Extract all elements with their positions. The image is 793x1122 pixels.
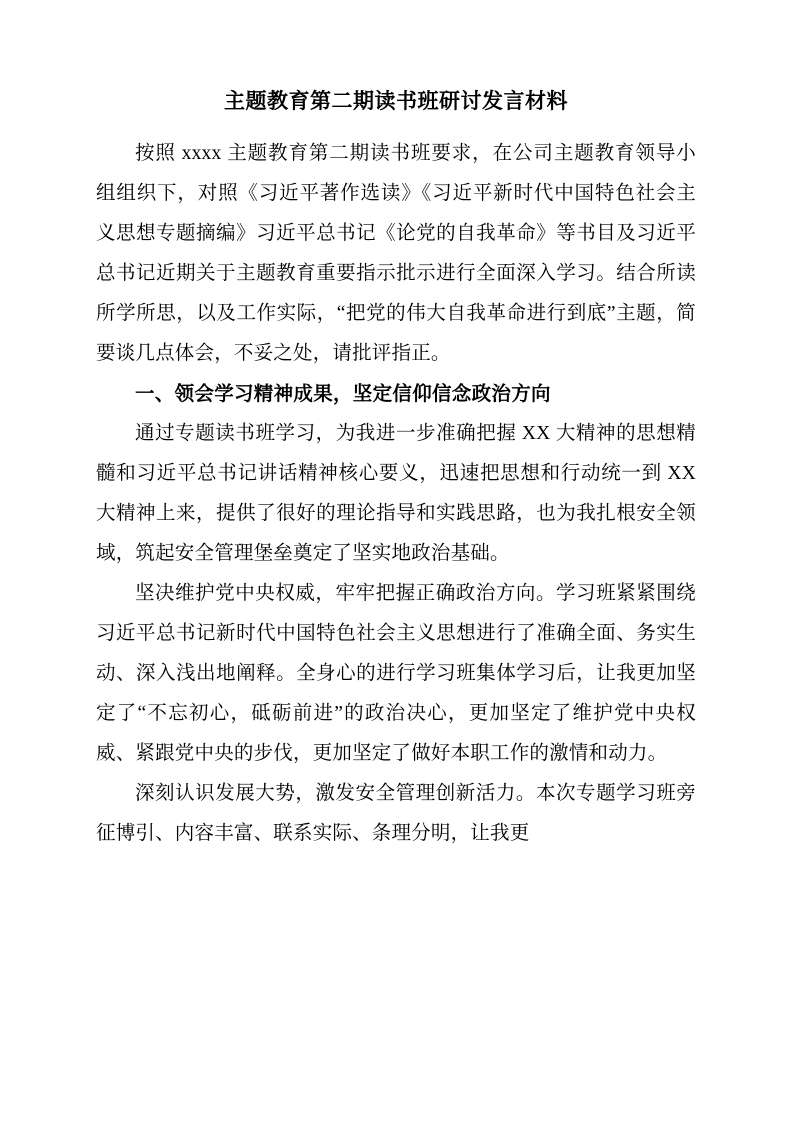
section-heading-one: 一、领会学习精神成果，坚定信仰信念政治方向 (135, 381, 551, 405)
paragraph-intro: 按照 xxxx 主题教育第二期读书班要求，在公司主题教育领导小组组织下，对照《习近平著作选读》《习近平新时代中国特色社会主义思想专题摘编》习近平总书记《论党的自我革命》等书目及习近平总书记近期关于主题教育重要指示批示进行全面深入学习。结合所读所学所思，以及工作实际，“把党的伟大自我革命进行到底”主题，简要谈几点体会，不妥之处，请批评指正。 (96, 142, 696, 364)
page-title: 主题教育第二期读书班研讨发言材料 (224, 89, 568, 113)
paragraph-section1-2: 坚决维护党中央权威，牢牢把握正确政治方向。学习班紧紧围绕习近平总书记新时代中国特色社会主义思想进行了准确全面、务实生动、深入浅出地阐释。全身心的进行学习班集体学习后，让我更加坚定了“不忘初心，砥砺前进”的政治决心，更加坚定了维护党中央权威、紧跟党中央的步伐，更加坚定了做好本职工作的激情和动力。 (96, 582, 696, 764)
document-body (96, 86, 696, 854)
paragraph-section1-3: 深刻认识发展大势，激发安全管理创新活力。本次专题学习班旁征博引、内容丰富、联系实际、条理分明，让我更 (96, 782, 696, 844)
paragraph-section1-1: 通过专题读书班学习，为我进一步准确把握 XX 大精神的思想精髓和习近平总书记讲话精神核心要义，迅速把思想和行动统一到 XX 大精神上来，提供了很好的理论指导和实践思路，也为我扎根安全领域，筑起安全管理堡垒奠定了坚实地政治基础。 (96, 422, 696, 564)
